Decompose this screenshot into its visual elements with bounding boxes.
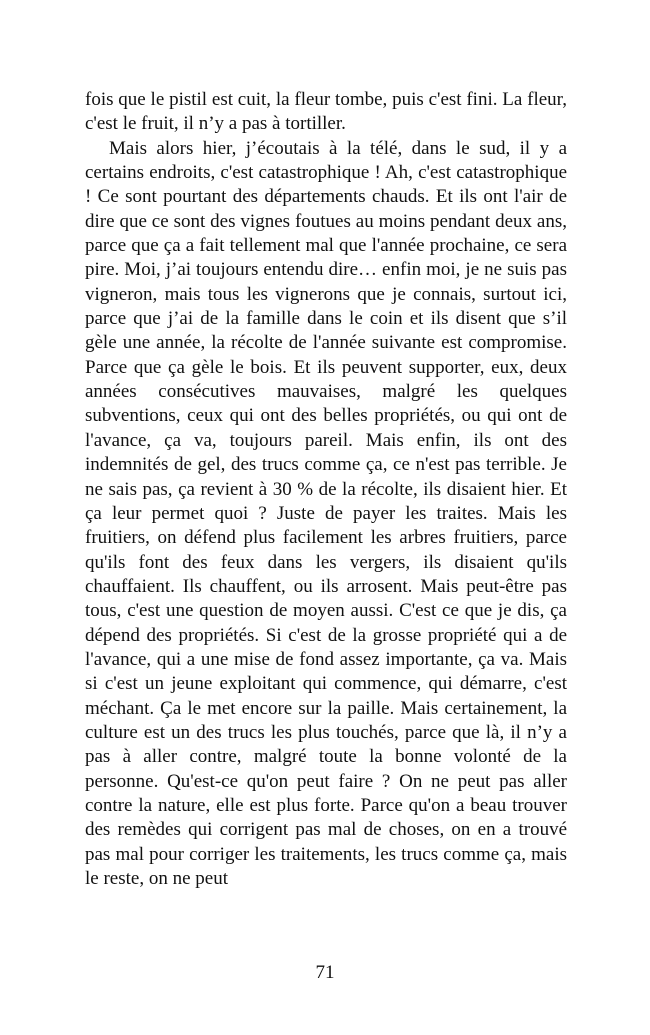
paragraph: Mais alors hier, j’écoutais à la télé, dans le sud, il y a certains endroits, c'est catastrophique ! Ah, c'est catastrophique ! Ce sont pourtant des départements chauds. Et ils ont l'air de dire que ce sont des vignes foutues au moins pendant deux ans, parce que ça a fait tellement mal que l'année prochaine, ce sera pire. Moi, j’ai toujours entendu dire… enfin moi, je ne suis pas vigneron, mais tous les vignerons que je connais, surtout ici, parce que j’ai de la famille dans le coin et ils disent que s’il gèle une année, la récolte de l'année suivante est compromise. Parce que ça gèle le bois. Et ils peuvent supporter, eux, deux années consécutives mauvaises, malgré les quelques subventions, ceux qui ont des belles propriétés, ou qui ont de l'avance, ça va, toujours pareil. Mais enfin, ils ont des indemnités de gel, des trucs comme ça, ce n'est pas terrible. Je ne sais pas, ça revient à 30 % de la récolte, ils disaient hier. Et ça leur permet quoi ? Juste de payer les traites. Mais les fruitiers, on défend plus facilement les arbres fruitiers, parce qu'ils font des feux dans les vergers, ils disaient qu'ils chauffaient. Ils chauffent, ou ils arrosent. Mais peut-être pas tous, c'est une question de moyen aussi. C'est ce que je dis, ça dépend des propriétés. Si c'est de la grosse propriété qui a de l'avance, qui a une mise de fond assez importante, ça va. Mais si c'est un jeune exploitant qui commence, qui démarre, c'est méchant. Ça le met encore sur la paille. Mais certainement, la culture est un des trucs les plus touchés, parce que là, il n’y a pas à aller contre, malgré toute la bonne volonté de la personne. Qu'est-ce qu'on peut faire ? On ne peut pas aller contre la nature, elle est plus forte. Parce qu'on a beau trouver des remèdes qui corrigent pas mal de choses, on en a trouvé pas mal pour corriger les traitements, les trucs comme ça, mais le reste, on ne peut <box>85 137 567 889</box>
page-number: 71 <box>315 962 335 983</box>
paragraph-continuation: fois que le pistil est cuit, la fleur tombe, puis c'est fini. La fleur, c'est le fruit, il n’y a pas à tortiller. <box>85 89 567 135</box>
body-text <box>85 88 567 891</box>
